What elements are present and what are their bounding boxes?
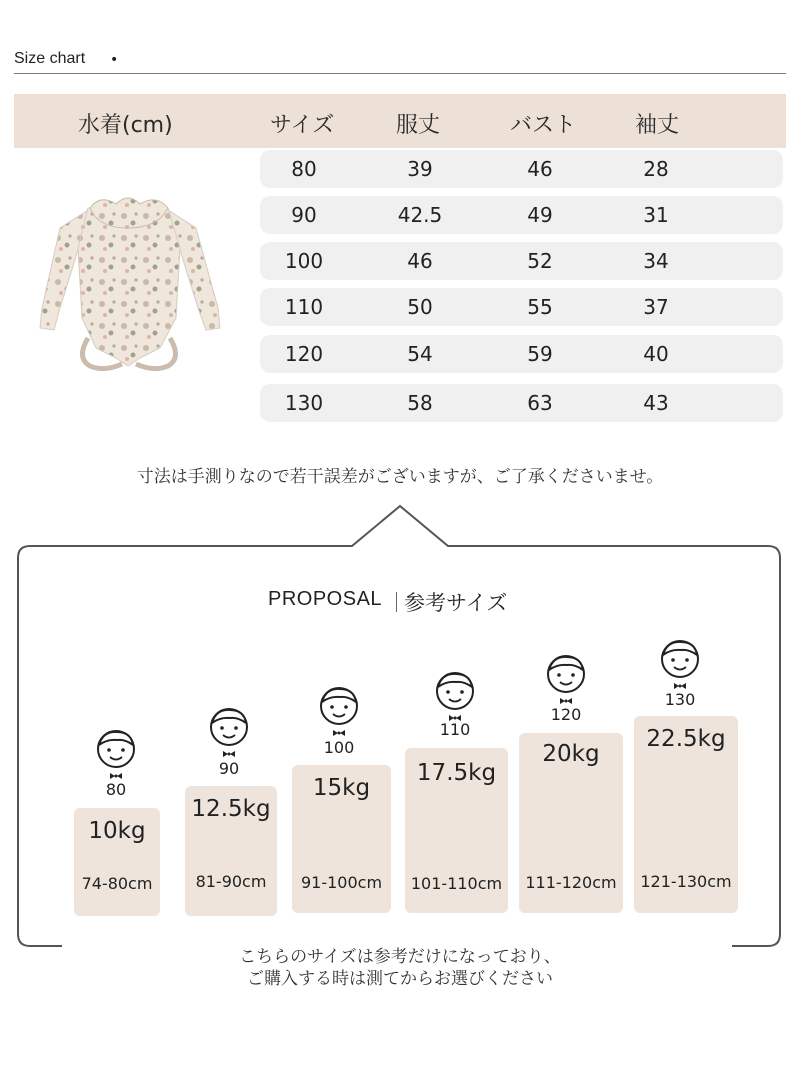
cell-size: 120 — [284, 342, 324, 366]
proposal-weight: 12.5kg — [191, 796, 271, 822]
proposal-card — [405, 748, 508, 913]
child-face-icon — [543, 652, 589, 706]
cell-length: 54 — [407, 342, 433, 366]
header-bullet: • — [110, 52, 119, 68]
table-row — [260, 242, 783, 280]
cell-bust: 49 — [527, 203, 553, 227]
cell-sleeve: 40 — [643, 342, 669, 366]
cell-size: 80 — [291, 157, 317, 181]
child-face-icon — [206, 705, 252, 759]
cell-bust: 63 — [527, 391, 553, 415]
table-header — [14, 94, 786, 148]
cell-sleeve: 28 — [643, 157, 669, 181]
proposal-weight: 20kg — [542, 741, 600, 767]
cell-bust: 46 — [527, 157, 553, 181]
proposal-height-range: 91-100cm — [300, 873, 383, 892]
proposal-card — [634, 716, 738, 913]
proposal-card — [185, 786, 277, 916]
child-face-icon — [657, 637, 703, 691]
table-row — [260, 150, 783, 188]
proposal-weight: 10kg — [88, 818, 146, 844]
proposal-divider — [396, 592, 397, 612]
cell-length: 46 — [407, 249, 433, 273]
swimsuit-image — [30, 188, 235, 378]
cell-sleeve: 31 — [643, 203, 669, 227]
proposal-height-range: 81-90cm — [195, 872, 267, 891]
proposal-weight: 22.5kg — [646, 726, 726, 752]
cell-bust: 52 — [527, 249, 553, 273]
measurement-note: 寸法は手測りなので若干誤差がございますが、ご了承くださいませ。 — [136, 467, 664, 487]
table-row — [260, 335, 783, 373]
proposal-height-range: 121-130cm — [640, 872, 732, 891]
proposal-size-label: 80 — [105, 780, 127, 799]
cell-length: 39 — [407, 157, 433, 181]
cell-length: 50 — [407, 295, 433, 319]
cell-size: 90 — [291, 203, 317, 227]
cell-length: 42.5 — [397, 203, 443, 227]
table-header-size: サイズ — [270, 113, 335, 138]
proposal-height-range: 111-120cm — [525, 873, 617, 892]
cell-sleeve: 37 — [643, 295, 669, 319]
table-header-length: 服丈 — [396, 113, 441, 138]
footer-line-2: ご購入する時は測てからお選びください — [247, 969, 553, 989]
proposal-size-label: 100 — [323, 738, 355, 757]
child-face-icon — [316, 684, 362, 738]
cell-bust: 59 — [527, 342, 553, 366]
proposal-size-label: 110 — [439, 720, 471, 739]
cell-sleeve: 34 — [643, 249, 669, 273]
proposal-card — [74, 808, 160, 916]
cell-sleeve: 43 — [643, 391, 669, 415]
cell-size: 100 — [284, 249, 324, 273]
proposal-card — [519, 733, 623, 913]
cell-bust: 55 — [527, 295, 553, 319]
proposal-size-label: 130 — [664, 690, 696, 709]
proposal-card — [292, 765, 391, 913]
proposal-height-range: 74-80cm — [81, 874, 153, 893]
proposal-title: PROPOSAL — [268, 588, 383, 610]
proposal-weight: 17.5kg — [416, 760, 497, 786]
proposal-size-label: 90 — [218, 759, 240, 778]
proposal-weight: 15kg — [312, 775, 371, 801]
cell-size: 130 — [284, 391, 324, 415]
table-row — [260, 196, 783, 234]
child-face-icon — [93, 727, 139, 781]
size-chart-title: Size chart — [14, 50, 86, 67]
proposal-height-range: 101-110cm — [410, 874, 503, 893]
cell-size: 110 — [284, 295, 324, 319]
footer-line-1: こちらのサイズは参考だけになっており、 — [239, 947, 561, 967]
table-header-sleeve: 袖丈 — [635, 113, 680, 138]
proposal-size-label: 120 — [550, 705, 582, 724]
table-header-bust: バスト — [510, 113, 577, 138]
cell-length: 58 — [407, 391, 433, 415]
size-chart-header — [14, 48, 786, 74]
table-header-swimwear: 水着(cm) — [78, 113, 173, 138]
table-row — [260, 384, 783, 422]
proposal-subtitle: 参考サイズ — [404, 591, 508, 615]
child-face-icon — [432, 669, 478, 723]
table-row — [260, 288, 783, 326]
